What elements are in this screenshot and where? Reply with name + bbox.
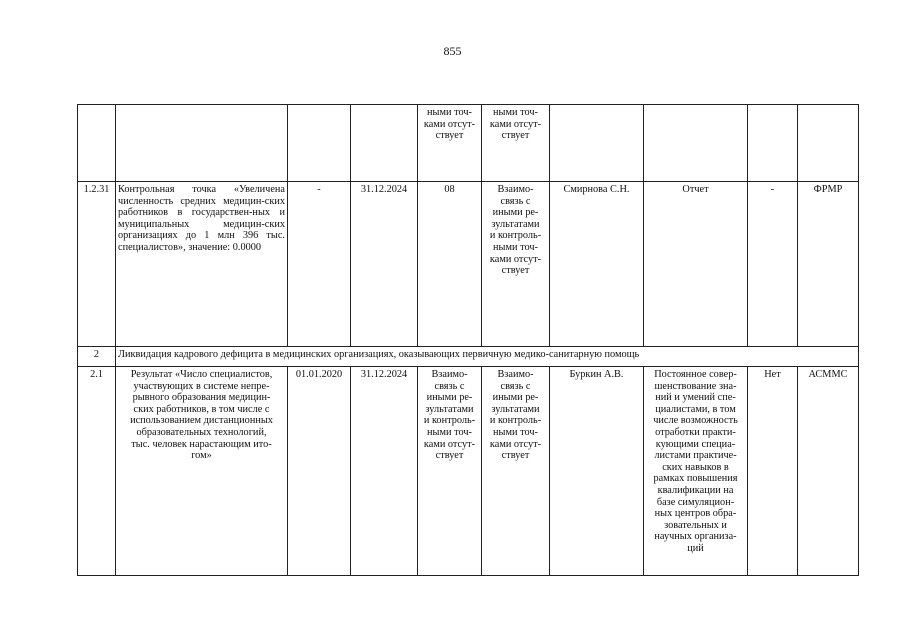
responsible-cell xyxy=(550,105,644,182)
number-cell xyxy=(78,105,116,182)
table-row xyxy=(78,182,859,347)
number-cell: 1.2.31 xyxy=(78,182,116,347)
link-prev-cell: Взаимо- связь с иными ре- зультатами и контроль- ными точ- ками отсут- ствует xyxy=(482,182,550,347)
org-cell: ФРМР xyxy=(798,182,859,347)
org-cell xyxy=(798,105,859,182)
flag-cell: - xyxy=(748,182,798,347)
description-cell xyxy=(116,105,288,182)
end-date-cell xyxy=(351,105,418,182)
link-next-cell: Взаимо- связь с иными ре- зультатами и контроль- ными точ- ками отсут- ствует xyxy=(482,367,550,576)
description-cell: Результат «Число специалистов, участвующих в системе непре- рывного образования медицин- ских работников, в том числе с использованием дистанционных образовательных технологий, тыс. человек нарастающим ито- гом» xyxy=(116,367,288,576)
end-date-cell: 31.12.2024 xyxy=(351,182,418,347)
link-prev-cell: Взаимо- связь с иными ре- зультатами и контроль- ными точ- ками отсут- ствует xyxy=(418,367,482,576)
document-cell: Постоянное совер- шенствование зна- ний и умений спе- циалистами, в том числе возможность отработки практи- кующими специа- листами практиче- ских навыков в рамках повышения квалификации на базе симуляцион- ных центров обра- зовательных и научных организа- ций xyxy=(644,367,748,576)
link-next-cell: ными точ- ками отсут- ствует xyxy=(482,105,550,182)
table-row xyxy=(78,347,859,367)
document-cell: Отчет xyxy=(644,182,748,347)
start-date-cell: 01.01.2020 xyxy=(288,367,351,576)
number-cell: 2 xyxy=(78,347,116,367)
number-cell: 2.1 xyxy=(78,367,116,576)
link-prev-cell: ными точ- ками отсут- ствует xyxy=(418,105,482,182)
table-row xyxy=(78,367,859,576)
responsible-cell: Смирнова С.Н. xyxy=(550,182,644,347)
end-date-cell: 31.12.2024 xyxy=(351,367,418,576)
flag-cell xyxy=(748,105,798,182)
responsible-cell: Буркин А.В. xyxy=(550,367,644,576)
start-date-cell xyxy=(288,105,351,182)
plan-table xyxy=(77,104,859,576)
org-cell: АСММС xyxy=(798,367,859,576)
description-cell: Контрольная точка «Увеличена численность средних медицин-ских работников в государствен-ных и муниципальных медицин-ских организациях до 1 млн 396 тыс. специалистов», значение: 0.0000 xyxy=(116,182,288,347)
section-title-cell: Ликвидация кадрового дефицита в медицинских организациях, оказывающих первичную медико-санитарную помощь xyxy=(116,347,859,367)
page-number: 855 xyxy=(443,44,462,58)
code-cell: 08 xyxy=(418,182,482,347)
document-cell xyxy=(644,105,748,182)
table-row xyxy=(78,105,859,182)
flag-cell: Нет xyxy=(748,367,798,576)
start-date-cell: - xyxy=(288,182,351,347)
